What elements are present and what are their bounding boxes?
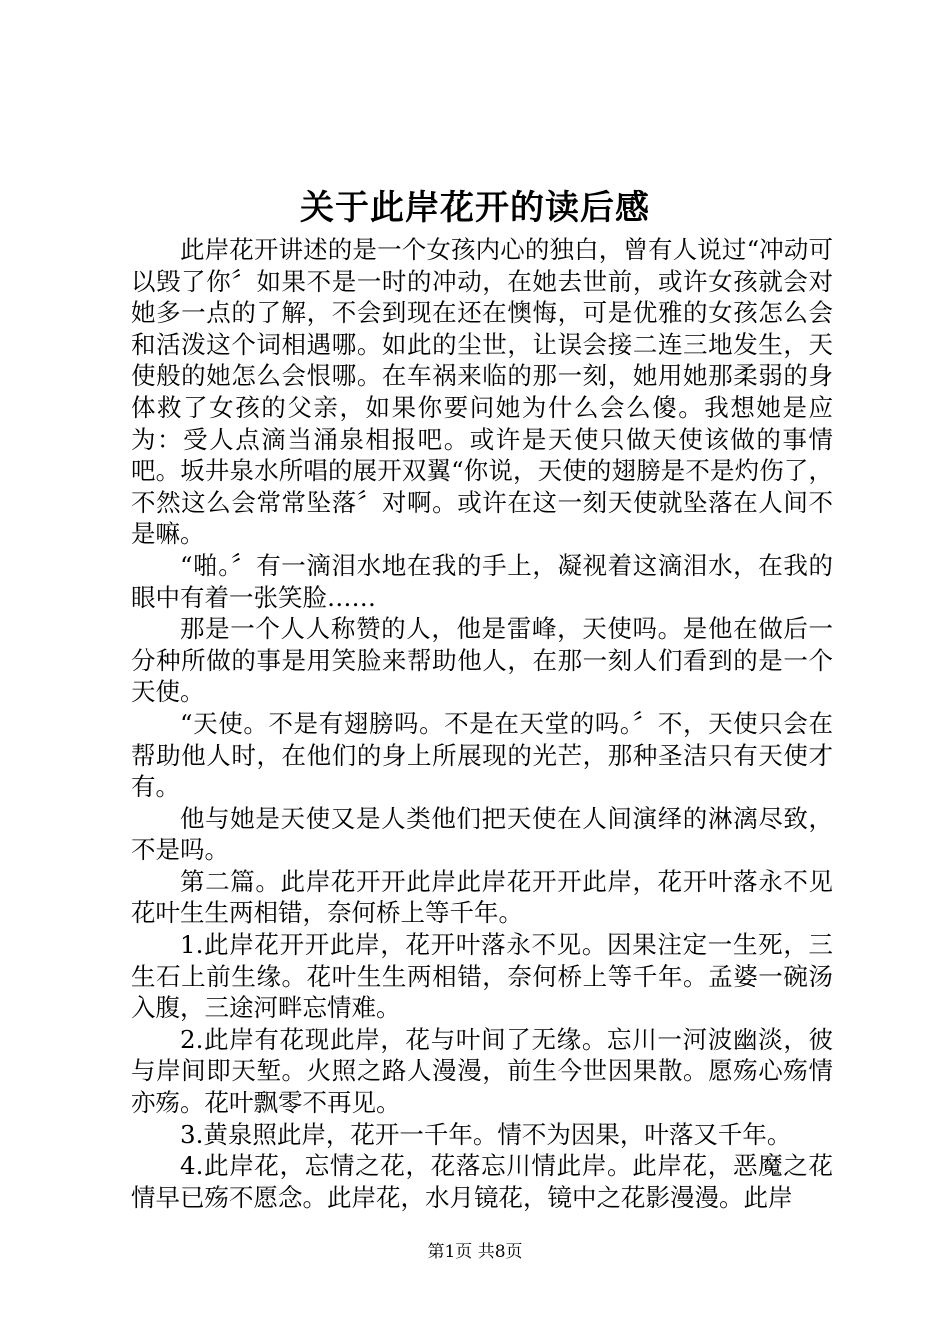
paragraph: 4.此岸花，忘情之花，花落忘川情此岸。此岸花，恶魔之花情早已殇不愿念。此岸花，水月镜花，镜中之花影漫漫。此岸 [131,1151,833,1212]
paragraph: 1.此岸花开开此岸，花开叶落永不见。因果注定一生死，三生石上前生缘。花叶生生两相错，奈何桥上等千年。孟婆一碗汤入腹，三途河畔忘情难。 [131,930,833,1023]
paragraph: “啪。〞有一滴泪水地在我的手上，凝视着这滴泪水，在我的眼中有着一张笑脸…… [131,550,833,612]
paragraph: 2.此岸有花现此岸，花与叶间了无缘。忘川一河波幽淡，彼与岸间即天堑。火照之路人漫漫，前生今世因果散。愿殇心殇情亦殇。花叶飘零不再见。 [131,1024,833,1118]
paragraph: 第二篇。此岸花开开此岸此岸花开开此岸，花开叶落永不见花叶生生两相错，奈何桥上等千年。 [131,866,833,928]
paragraph: 那是一个人人称赞的人，他是雷峰，天使吗。是他在做后一分种所做的事是用笑脸来帮助他人，在那一刻人们看到的是一个天使。 [131,614,833,707]
page-number-footer: 第1页 共8页 [427,1242,523,1262]
paragraph: 此岸花开讲述的是一个女孩内心的独白，曾有人说过“冲动可以毁了你〞如果不是一时的冲动，在她去世前，或许女孩就会对她多一点的了解，不会到现在还在懊悔，可是优雅的女孩怎么会和活泼这个词相遇哪。如此的尘世，让误会接二连三地发生，天使般的她怎么会恨哪。在车祸来临的那一刻，她用她那柔弱的身体救了女孩的父亲，如果你要问她为什么会么傻。我想她是应为：受人点滴当涌泉相报吧。或许是天使只做天使该做的事情吧。坂井泉水所唱的展开双翼“你说，天使的翅膀是不是灼伤了，不然这么会常常坠落〞对啊。或许在这一刻天使就坠落在人间不是嘛。 [131,235,833,549]
paragraph: 他与她是天使又是人类他们把天使在人间演绎的淋漓尽致，不是吗。 [131,803,833,865]
document-body [131,234,833,1213]
paragraph: 3.黄泉照此岸，花开一千年。情不为因果，叶落又千年。 [180,1119,792,1149]
paragraph: “天使。不是有翅膀吗。不是在天堂的吗。〞不，天使只会在帮助他人时，在他们的身上所展现的光芒，那种圣洁只有天使才有。 [131,708,833,802]
document-title: 关于此岸花开的读后感 [300,188,650,228]
